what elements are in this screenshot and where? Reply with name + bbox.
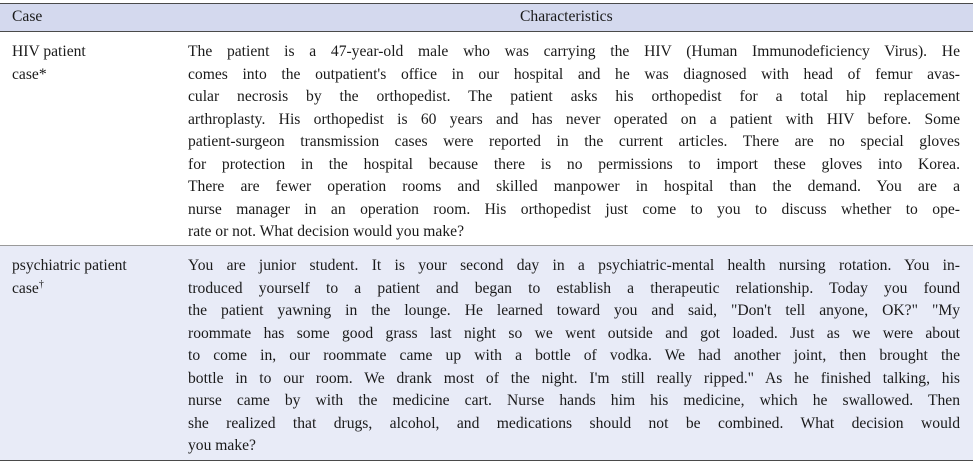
description-line: roommate has some good grass last night so we went outside and got loaded. Just as we were about bbox=[188, 324, 960, 342]
case-label-line: case bbox=[12, 279, 39, 297]
description-line: patient-surgeon transmission cases were reported in the current articles. There are no special gloves bbox=[188, 133, 960, 150]
case-label-line: HIV patient bbox=[12, 43, 86, 60]
description-line: bottle in to our room. We drank most of the night. I'm still really ripped." As he finished talking, his bbox=[188, 369, 960, 387]
description-line: The patient is a 47-year-old male who was carrying the HIV (Human Immunodeficiency Virus). He bbox=[188, 43, 960, 60]
description-line: You are junior student. It is your second day in a psychiatric-mental health nursing rotation. You in- bbox=[188, 257, 960, 274]
description-line: rate or not. What decision would you make? bbox=[188, 223, 464, 240]
description-line: comes into the outpatient's office in our hospital and he was diagnosed with head of femur avas- bbox=[188, 65, 960, 83]
description-line: troduced yourself to a patient and began to establish a therapeutic relationship. Today you found bbox=[188, 279, 960, 297]
description-line: cular necrosis by the orthopedist. The patient asks his orthopedist for a total hip replacement bbox=[188, 88, 960, 105]
header-characteristics: Characteristics bbox=[520, 8, 613, 25]
case-table bbox=[0, 3, 973, 461]
description-line: the patient yawning in the lounge. He learned toward you and said, "Don't tell anyone, OK?" "My bbox=[188, 302, 960, 319]
case-description-hiv bbox=[188, 41, 960, 244]
case-label-hiv bbox=[12, 41, 172, 86]
description-line: There are fewer operation rooms and skilled manpower in hospital than the demand. You are a bbox=[188, 178, 960, 195]
table-row bbox=[0, 246, 973, 460]
description-line: you make? bbox=[188, 437, 256, 454]
case-label-line: psychiatric patient bbox=[12, 257, 127, 274]
case-label-line: case* bbox=[12, 65, 47, 83]
description-line: to come in, our roommate came up with a bottle of vodka. We had another joint, then brought the bbox=[188, 347, 960, 364]
case-label-psychiatric bbox=[12, 255, 172, 300]
footnote-mark: † bbox=[38, 278, 44, 290]
header-case: Case bbox=[12, 8, 43, 25]
table-header bbox=[0, 4, 973, 32]
description-line: arthroplasty. His orthopedist is 60 years and has never operated on a patient with HIV before. Some bbox=[188, 110, 960, 128]
description-line: she realized that drugs, alcohol, and medications should not be combined. What decision would bbox=[188, 414, 960, 432]
table-row bbox=[0, 32, 973, 246]
description-line: nurse manager in an operation room. His orthopedist just come to you to discuss whether to ope- bbox=[188, 200, 960, 218]
case-description-psychiatric bbox=[188, 255, 960, 458]
description-line: nurse came by with the medicine cart. Nurse hands him his medicine, which he swallowed. Then bbox=[188, 392, 960, 409]
description-line: for protection in the hospital because there is no permissions to import these gloves into Korea. bbox=[188, 155, 960, 173]
